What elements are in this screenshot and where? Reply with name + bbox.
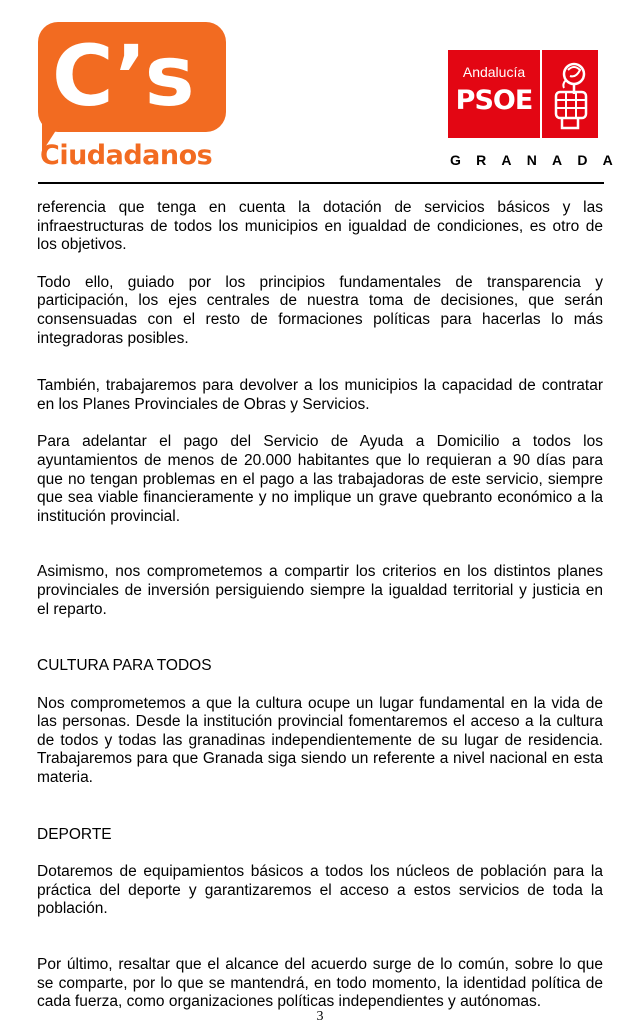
ciudadanos-logo-name: Ciudadanos [40,140,213,171]
header-divider [38,182,604,184]
paragraph: Asimismo, nos comprometemos a compartir los criterios en los distintos planes provinciales de inversión persiguiendo siempre la igualdad territorial y justicia en el reparto. [37,563,603,618]
page-number: 3 [316,1009,324,1024]
psoe-logo-text [448,50,538,138]
paragraph: Dotaremos de equipamientos básicos a todos los núcleos de población para la práctica del deporte y garantizaremos el acceso a estos servicios de toda la población. [37,863,603,918]
paragraph: Para adelantar el pago del Servicio de Ayuda a Domicilio a todos los ayuntamientos de menos de 20.000 habitantes que lo requieran a 90 días para que no tengan problemas en el pago a las trabajadoras de este servicio, siempre que sea viable financieramente y no implique un grave quebranto económico a la institución provincial. [37,433,603,525]
psoe-party-name: PSOE [455,85,533,116]
psoe-logo [448,50,598,138]
paragraph: referencia que tenga en cuenta la dotación de servicios básicos y las infraestructuras de todos los municipios en igualdad de condiciones, es otro de los objetivos. [37,199,603,254]
paragraph: Todo ello, guiado por los principios fundamentales de transparencia y participación, los ejes centrales de nuestra toma de decisiones, que serán consensuadas con el resto de formaciones políticas para hacerlas lo más integradoras posibles. [37,273,603,347]
section-heading-sport: DEPORTE [37,825,112,843]
ciudadanos-logo-mark: C’s [52,27,193,125]
city-label: GRANADA [450,152,628,168]
page-header [0,0,641,190]
paragraph: También, trabajaremos para devolver a los municipios la capacidad de contratar en los Planes Provinciales de Obras y Servicios. [37,377,603,413]
document-body [37,199,603,1012]
psoe-logo-divider [540,50,542,138]
section-heading-culture: CULTURA PARA TODOS [37,657,212,675]
ciudadanos-logo [38,22,228,172]
rose-fist-emblem-icon [548,60,592,130]
psoe-region: Andalucía [462,64,526,80]
closing-paragraph: Por último, resaltar que el alcance del acuerdo surge de lo común, sobre lo que se comparte, por lo que se mantendrá, en todo momento, la identidad política de cada fuerza, como organizaciones políticas independientes y autónomas. [37,956,603,1011]
paragraph: Nos comprometemos a que la cultura ocupe un lugar fundamental en la vida de las personas. Desde la institución provincial fomentaremos el acceso a la cultura de todos y todas las granadinas independientemente de su lugar de residencia. Trabajaremos para que Granada siga siendo un referente a nivel nacional en esta materia. [37,694,603,787]
